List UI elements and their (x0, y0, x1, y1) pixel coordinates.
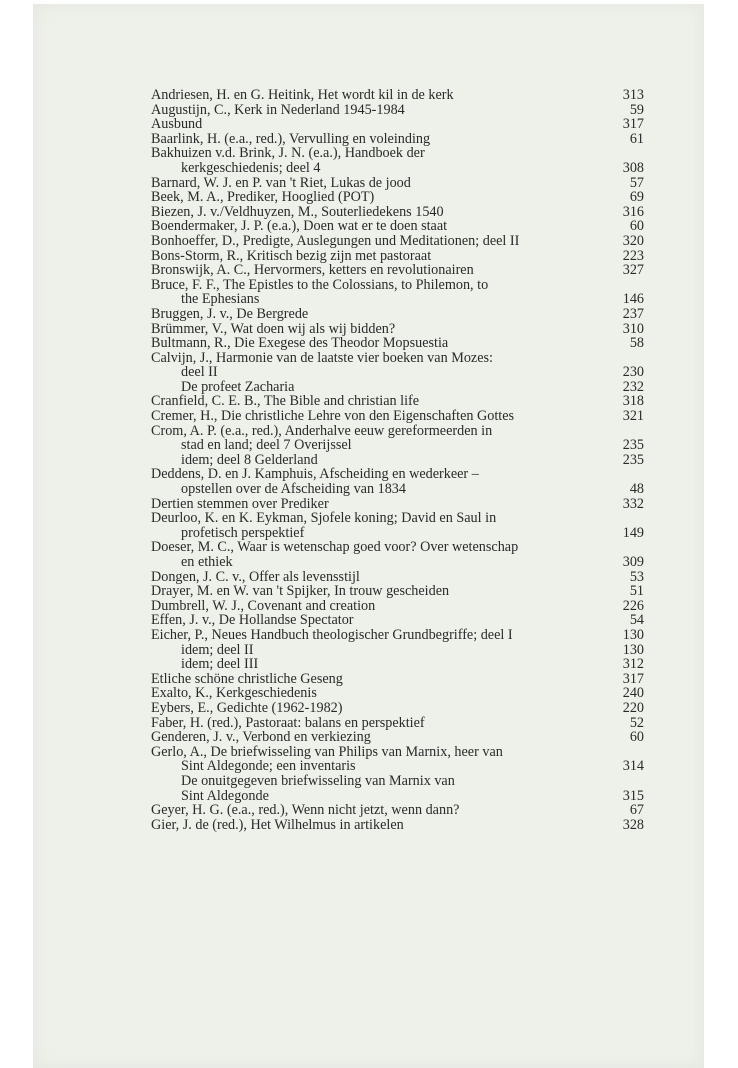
entry-text: Faber, H. (red.), Pastoraat: balans en perspektief (151, 715, 425, 731)
page-number: 58 (629, 335, 644, 352)
index-line (151, 511, 644, 526)
entry-text: Ausbund (151, 117, 203, 132)
index-line (151, 205, 644, 220)
entry-text: De onuitgegeven briefwisseling van Marnix van (181, 773, 455, 789)
index-entry (151, 380, 644, 395)
index-entry (151, 424, 644, 453)
entry-text: Drayer, M. en W. van 't Spijker, In trouw gescheiden (151, 584, 450, 599)
page-number: 313 (622, 87, 644, 103)
page-number: 316 (622, 203, 644, 220)
entry-text: Boendermaker, J. P. (e.a.), Doen wat er te doen staat (151, 219, 448, 234)
index-line (151, 789, 644, 804)
page-number: 317 (622, 670, 644, 687)
entry-text: Gier, J. de (red.), Het Wilhelmus in artikelen (151, 817, 404, 833)
index-line (151, 322, 644, 337)
entry-text: Dumbrell, W. J., Covenant and creation (151, 598, 376, 614)
entry-text: idem; deel 8 Gelderland (181, 452, 318, 468)
page-number: 220 (622, 699, 644, 716)
index-entry (151, 643, 644, 658)
index-entry (151, 190, 644, 205)
index-entry (151, 774, 644, 803)
page-number: 315 (622, 787, 644, 804)
index-entry (151, 234, 644, 249)
index-line (151, 570, 644, 585)
index-line (151, 409, 644, 424)
entry-text: Sint Aldegonde (181, 788, 269, 804)
index-entry (151, 394, 644, 409)
page-number: 320 (622, 232, 644, 249)
page-number: 51 (629, 583, 644, 600)
entry-text: Dertien stemmen over Prediker (151, 496, 329, 512)
index-entry (151, 613, 644, 628)
index-entry (151, 540, 644, 569)
page-number: 223 (622, 247, 644, 264)
index-entry (151, 278, 644, 307)
index-line (151, 584, 644, 599)
entry-text: Geyer, H. G. (e.a., red.), Wenn nicht jetzt, wenn dann? (151, 803, 460, 818)
index-line (151, 643, 644, 658)
index-entry (151, 103, 644, 118)
page-number: 308 (622, 159, 644, 176)
index-line (151, 278, 644, 293)
index-entry (151, 818, 644, 833)
index-line (151, 628, 644, 643)
entry-text: Bronswijk, A. C., Hervormers, ketters en revolutionairen (151, 263, 474, 278)
page-number: 130 (622, 641, 644, 658)
page-number: 318 (622, 393, 644, 410)
index-line (151, 88, 644, 103)
index-entry (151, 672, 644, 687)
index-entry (151, 497, 644, 512)
page-number: 332 (622, 495, 644, 512)
page-number: 317 (622, 116, 644, 133)
index-line (151, 394, 644, 409)
index-line (151, 467, 644, 482)
index-line (151, 263, 644, 278)
index-line (151, 599, 644, 614)
entry-text: Baarlink, H. (e.a., red.), Vervulling en voleinding (151, 131, 431, 147)
page-number: 53 (629, 568, 644, 585)
entry-text: Calvijn, J., Harmonie van de laatste vier boeken van Mozes: (151, 350, 493, 366)
page-number: 130 (622, 626, 644, 643)
index-line (151, 730, 644, 745)
page-number: 237 (622, 305, 644, 322)
entry-text: Andriesen, H. en G. Heitink, Het wordt kil in de kerk (151, 88, 454, 103)
index-line (151, 555, 644, 570)
index-line (151, 701, 644, 716)
page-number: 48 (629, 481, 644, 498)
index-entry (151, 584, 644, 599)
entry-text: Deurloo, K. en K. Eykman, Sjofele koning; David en Saul in (151, 511, 497, 526)
index-line (151, 759, 644, 774)
index-line (151, 146, 644, 161)
index-line (151, 336, 644, 351)
index-line (151, 117, 644, 132)
index-entry (151, 745, 644, 774)
index-line (151, 745, 644, 760)
index-entry (151, 570, 644, 585)
entry-text: idem; deel II (181, 642, 254, 658)
page-number: 309 (622, 554, 644, 570)
entry-text: De profeet Zacharia (181, 379, 295, 395)
entry-text: Doeser, M. C., Waar is wetenschap goed voor? Over wetenschap (151, 540, 519, 555)
page-number: 69 (629, 189, 644, 206)
page-number: 59 (629, 101, 644, 118)
index-entry (151, 409, 644, 424)
index-line (151, 482, 644, 497)
index-line (151, 351, 644, 366)
index-line (151, 686, 644, 701)
page-number: 52 (629, 714, 644, 731)
index-entry (151, 146, 644, 175)
entry-text: Dongen, J. C. v., Offer als levensstijl (151, 569, 360, 585)
index-entry (151, 686, 644, 701)
page-number: 149 (622, 524, 644, 541)
entry-text: stad en land; deel 7 Overijssel (181, 438, 352, 453)
index-line (151, 803, 644, 818)
page-number: 314 (622, 758, 644, 775)
index-entry (151, 176, 644, 191)
page-number: 310 (622, 320, 644, 337)
entry-text: kerkgeschiedenis; deel 4 (181, 160, 321, 176)
index-entry (151, 730, 644, 745)
index-line (151, 234, 644, 249)
index-line (151, 190, 644, 205)
index-entry (151, 628, 644, 643)
page-number: 328 (622, 816, 644, 833)
page-number: 235 (622, 437, 644, 454)
entry-text: Biezen, J. v./Veldhuyzen, M., Souterliedekens 1540 (151, 204, 444, 220)
entry-text: Eybers, E., Gedichte (1962-1982) (151, 700, 343, 716)
entry-text: Etliche schöne christliche Geseng (151, 671, 343, 687)
index-line (151, 438, 644, 453)
entry-text: Bons-Storm, R., Kritisch bezig zijn met pastoraat (151, 248, 432, 264)
entry-text: en ethiek (181, 555, 233, 570)
index-line (151, 672, 644, 687)
entry-text: opstellen over de Afscheiding van 1834 (181, 482, 406, 497)
index-line (151, 132, 644, 147)
index-line (151, 453, 644, 468)
index-line (151, 716, 644, 731)
book-page (33, 4, 704, 1068)
entry-text: Bruggen, J. v., De Bergrede (151, 306, 309, 322)
index-entry (151, 88, 644, 103)
index-line (151, 103, 644, 118)
index-entry (151, 701, 644, 716)
index-entry (151, 132, 644, 147)
page-number: 226 (622, 597, 644, 614)
entry-text: Cranfield, C. E. B., The Bible and christian life (151, 394, 420, 410)
page-number: 321 (622, 408, 644, 425)
index-line (151, 161, 644, 176)
index-line (151, 657, 644, 672)
page-number: 60 (629, 729, 644, 746)
entry-text: profetisch perspektief (181, 525, 305, 541)
page-number: 54 (629, 612, 644, 629)
index-line (151, 540, 644, 555)
entry-text: idem; deel III (181, 657, 259, 672)
index-line (151, 307, 644, 322)
entry-text: Exalto, K., Kerkgeschiedenis (151, 686, 317, 701)
index-entry (151, 219, 644, 234)
index-entry (151, 249, 644, 264)
index-entry (151, 467, 644, 496)
index-line (151, 774, 644, 789)
index-entry (151, 336, 644, 351)
page-number: 61 (629, 130, 644, 147)
index-line (151, 424, 644, 439)
index-entry (151, 511, 644, 540)
index-entry (151, 716, 644, 731)
entry-text: Brümmer, V., Wat doen wij als wij bidden? (151, 321, 396, 337)
index-entry (151, 263, 644, 278)
index-line (151, 497, 644, 512)
entry-text: Bruce, F. F., The Epistles to the Colossians, to Philemon, to (151, 277, 489, 293)
page-number: 327 (622, 262, 644, 279)
entry-text: Sint Aldegonde; een inventaris (181, 759, 356, 774)
entry-text: Genderen, J. v., Verbond en verkiezing (151, 730, 371, 745)
page-number: 235 (622, 451, 644, 468)
entry-text: Bultmann, R., Die Exegese des Theodor Mopsuestia (151, 336, 449, 351)
entry-text: Bakhuizen v.d. Brink, J. N. (e.a.), Handboek der (151, 146, 425, 161)
index-line (151, 176, 644, 191)
index-entry (151, 351, 644, 380)
entry-text: Effen, J. v., De Hollandse Spectator (151, 613, 354, 628)
entry-text: Beek, M. A., Prediker, Hooglied (POT) (151, 190, 375, 205)
index-entry (151, 803, 644, 818)
index-entry (151, 599, 644, 614)
index-line (151, 292, 644, 307)
entry-text: Bonhoeffer, D., Predigte, Auslegungen und Meditationen; deel II (151, 233, 520, 249)
page-number: 232 (622, 378, 644, 395)
index-entry (151, 322, 644, 337)
entry-text: Eicher, P., Neues Handbuch theologischer Grundbegriffe; deel I (151, 627, 513, 643)
page-number: 60 (629, 218, 644, 235)
page-number: 312 (622, 656, 644, 673)
index-line (151, 219, 644, 234)
index-line (151, 526, 644, 541)
entry-text: the Ephesians (181, 292, 260, 307)
index-list (151, 88, 644, 832)
index-entry (151, 307, 644, 322)
page-number: 57 (629, 174, 644, 191)
page-number: 240 (622, 685, 644, 702)
page-number: 146 (622, 291, 644, 308)
index-entry (151, 453, 644, 468)
index-line (151, 380, 644, 395)
entry-text: deel II (181, 365, 218, 380)
index-line (151, 365, 644, 380)
index-entry (151, 657, 644, 672)
index-line (151, 613, 644, 628)
entry-text: Crom, A. P. (e.a., red.), Anderhalve eeuw gereformeerden in (151, 423, 493, 439)
entry-text: Cremer, H., Die christliche Lehre von den Eigenschaften Gottes (151, 409, 515, 424)
page-number: 230 (622, 364, 644, 381)
entry-text: Augustijn, C., Kerk in Nederland 1945-1984 (151, 102, 405, 118)
index-entry (151, 117, 644, 132)
page-number: 67 (629, 802, 644, 819)
entry-text: Deddens, D. en J. Kamphuis, Afscheiding en wederkeer – (151, 467, 479, 483)
index-entry (151, 205, 644, 220)
index-line (151, 249, 644, 264)
entry-text: Gerlo, A., De briefwisseling van Philips van Marnix, heer van (151, 744, 503, 760)
index-line (151, 818, 644, 833)
entry-text: Barnard, W. J. en P. van 't Riet, Lukas de jood (151, 175, 411, 191)
